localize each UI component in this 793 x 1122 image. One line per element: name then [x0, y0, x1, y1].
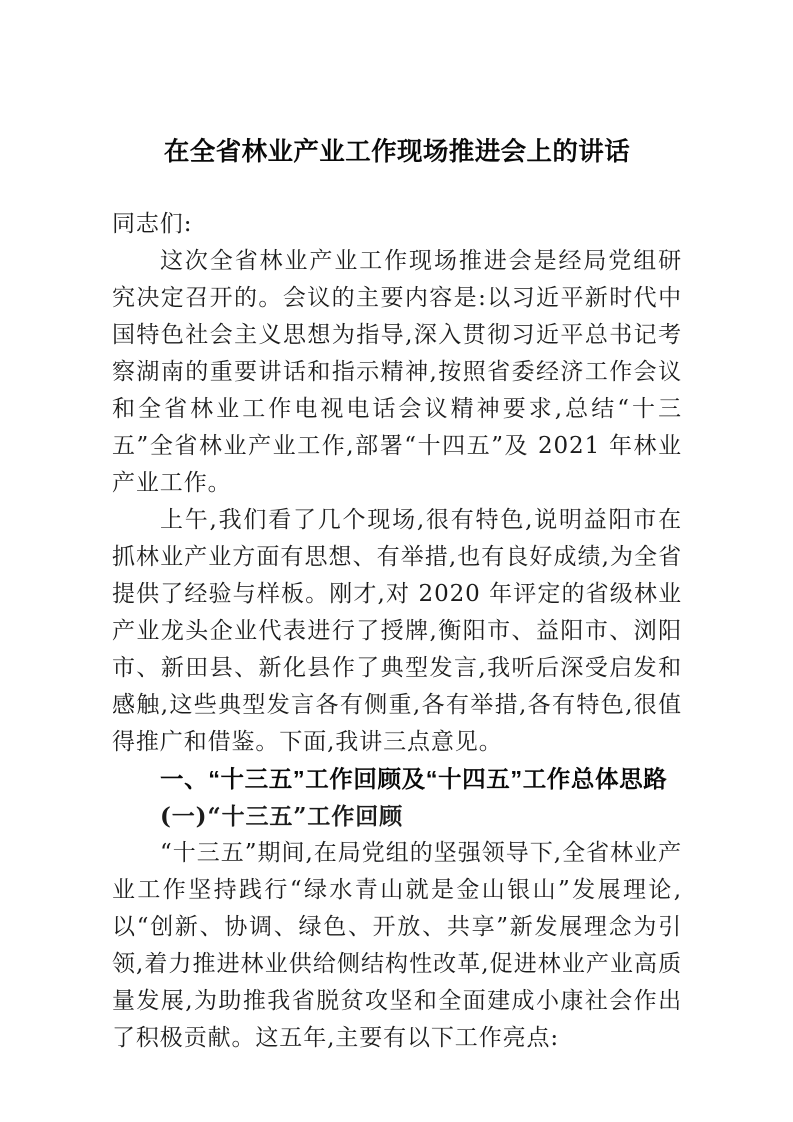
salutation-line: 同志们:	[112, 211, 193, 237]
paragraph-morning-site-visits: 上午,我们看了几个现场,很有特色,说明益阳市在抓林业产业方面有思想、有举措,也有良好成绩,为全省提供了经验与样板。刚才,对 2020 年评定的省级林业产业龙头企业代表进行了授牌,衡阳市、益阳市、浏阳市、新田县、新化县作了典型发言,我听后深受启发和感触,这些典型发言各有侧重,各有举措,各有特色,很值得推广和借鉴。下面,我讲三点意见。	[112, 507, 682, 755]
subsection-heading-one: (一)“十三五”工作回顾	[160, 803, 404, 830]
document-title: 在全省林业产业工作现场推进会上的讲话	[163, 138, 631, 166]
paragraph-13th-five-year-review: “十三五”期间,在局党组的坚强领导下,全省林业产业工作坚持践行“绿水青山就是金山银山”发展理论,以“创新、协调、绿色、开放、共享”新发展理念为引领,着力推进林业供给侧结构性改革,促进林业产业高质量发展,为助推我省脱贫攻坚和全面建成小康社会作出了积极贡献。这五年,主要有以下工作亮点:	[112, 840, 682, 1051]
paragraph-opening-remarks: 这次全省林业产业工作现场推进会是经局党组研究决定召开的。会议的主要内容是:以习近平新时代中国特色社会主义思想为指导,深入贯彻习近平总书记考察湖南的重要讲话和指示精神,按照省委经济工作会议和全省林业工作电视电话会议精神要求,总结“十三五”全省林业产业工作,部署“十四五”及 2021 年林业产业工作。	[112, 248, 682, 496]
section-heading-one: 一、“十三五”工作回顾及“十四五”工作总体思路	[160, 766, 668, 792]
document-content	[112, 132, 682, 1057]
